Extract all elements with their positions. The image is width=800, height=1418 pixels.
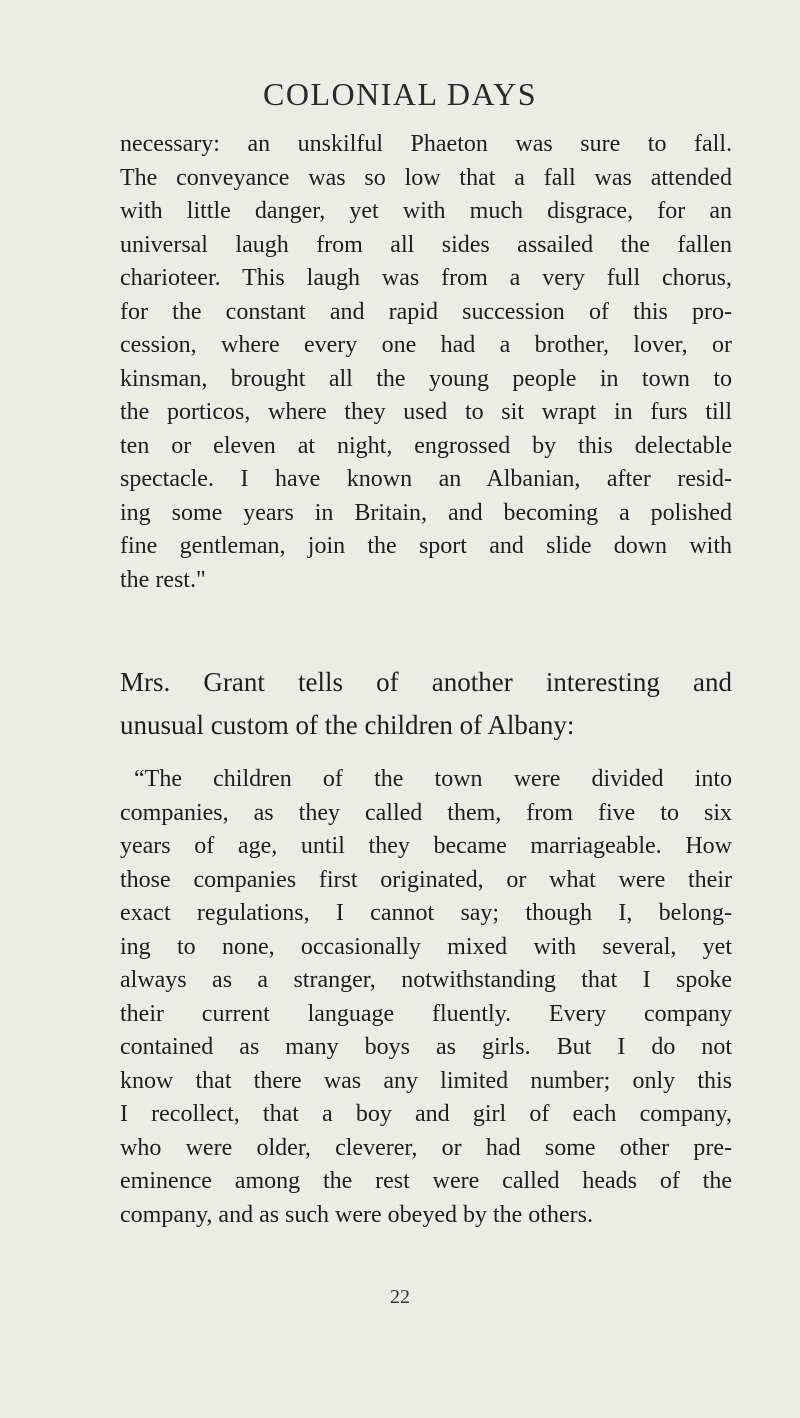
text-line: universal laugh from all sides assailed the fallen bbox=[120, 231, 732, 258]
text-line: for the constant and rapid succession of this pro- bbox=[120, 298, 732, 325]
text-line: the porticos, where they used to sit wrapt in furs till bbox=[120, 399, 732, 425]
paragraph-mrs-grant bbox=[120, 661, 732, 747]
text-line: spectacle. I have known an Albanian, after resid- bbox=[120, 466, 732, 492]
text-line: those companies first originated, or what were their bbox=[120, 866, 732, 893]
text-line: companies, as they called them, from five to six bbox=[120, 799, 732, 826]
text-line: eminence among the rest were called heads of the bbox=[120, 1168, 732, 1194]
text-line: with little danger, yet with much disgrace, for an bbox=[120, 198, 732, 224]
text-line: I recollect, that a boy and girl of each company, bbox=[120, 1101, 732, 1127]
text-line: charioteer. This laugh was from a very full chorus, bbox=[120, 265, 732, 291]
text-line: fine gentleman, join the sport and slide down with bbox=[120, 533, 732, 559]
text-line: ing to none, occasionally mixed with several, yet bbox=[120, 933, 732, 960]
page-number: 22 bbox=[390, 1286, 410, 1308]
text-line: know that there was any limited number; only this bbox=[120, 1067, 732, 1094]
paragraph-phaeton bbox=[120, 128, 732, 597]
paragraph-children-companies bbox=[120, 763, 732, 1232]
text-line: the rest." bbox=[120, 566, 206, 593]
running-head: COLONIAL DAYS bbox=[262, 76, 538, 112]
text-line: ing some years in Britain, and becoming a polished bbox=[120, 499, 732, 526]
text-line: ten or eleven at night, engrossed by this delectable bbox=[120, 432, 732, 459]
text-line: exact regulations, I cannot say; though I, belong- bbox=[120, 900, 732, 926]
text-line: contained as many boys as girls. But I do not bbox=[120, 1034, 732, 1060]
text-line: years of age, until they became marriageable. How bbox=[120, 833, 732, 859]
text-line: Mrs. Grant tells of another interesting and bbox=[120, 667, 732, 697]
text-line: The conveyance was so low that a fall was attended bbox=[120, 164, 732, 191]
text-line: necessary: an unskilful Phaeton was sure to fall. bbox=[120, 131, 732, 157]
text-line: kinsman, brought all the young people in town to bbox=[120, 365, 732, 392]
text-line: “The children of the town were divided into bbox=[134, 766, 732, 792]
text-line: always as a stranger, notwithstanding that I spoke bbox=[120, 967, 732, 993]
text-line: their current language fluently. Every company bbox=[120, 1000, 732, 1027]
text-line: unusual custom of the children of Albany: bbox=[120, 710, 575, 740]
text-line: company, and as such were obeyed by the others. bbox=[120, 1201, 593, 1228]
text-line: cession, where every one had a brother, lover, or bbox=[120, 332, 732, 358]
text-line: who were older, cleverer, or had some other pre- bbox=[120, 1134, 732, 1161]
